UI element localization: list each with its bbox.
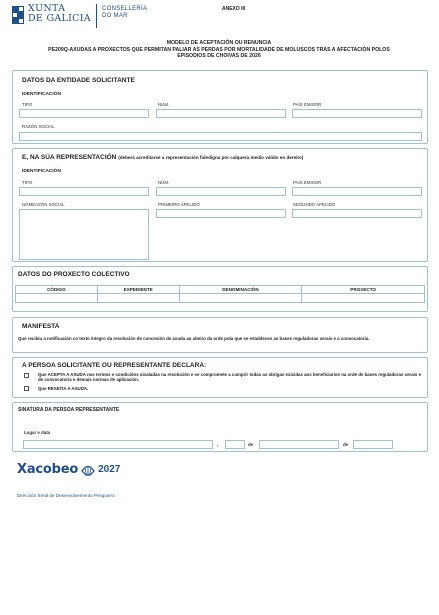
table-row [16, 294, 425, 303]
representacion-title-text: E, NA SÚA REPRESENTACIÓN [22, 154, 117, 161]
col-denominacion: DENOMINACIÓN [179, 286, 302, 294]
proxecto-header-row [16, 286, 425, 294]
logo-wordmark [28, 4, 91, 24]
lugar-input[interactable] [23, 440, 213, 449]
entidade-num-label: NÚM. [158, 102, 170, 107]
col-proxecto: PROXECTO [302, 286, 425, 294]
manifesta-text: Que recibiu a notificación co texto íntegro da resolución de concesión de axuda ao abeiro da orde pola que se establecen as bases reguladoras xerais e a convocatoria. [18, 336, 370, 341]
col-expediente: EXPEDIENTE [97, 286, 179, 294]
proxecto-table [15, 285, 425, 303]
de-label-2: de [343, 442, 349, 447]
proxecto-title: DATOS DO PROXECTO COLECTIVO [18, 271, 130, 278]
rep-tipo-input[interactable] [19, 187, 149, 196]
representacion-section [12, 148, 428, 262]
rep-nomeazon-label: NOMEAZÓN SOCIAL [22, 202, 65, 207]
accept-option-text: Que ACEPTA A AXUDA nos termos e condicións sinaladas na resolución e se compromete a cumprir todas as obrigas exixidas aos beneficiarios na orde de bases reguladoras xerais e de convocatoria e demais normas de aplicación. [38, 372, 422, 383]
annex-label: ANEXO III [222, 6, 246, 12]
entidade-razon-label: RAZÓN SOCIAL [22, 124, 55, 129]
rep-segundo-label: SEGUNDO APELIDO [293, 202, 336, 207]
year-input[interactable] [353, 440, 393, 449]
rep-num-input[interactable] [156, 187, 286, 196]
cell-denominacion-input[interactable] [179, 294, 302, 303]
entidade-identificacion: IDENTIFICACIÓN [22, 92, 61, 97]
cell-proxecto-input[interactable] [302, 294, 425, 303]
rep-primeiro-input[interactable] [156, 209, 286, 218]
manifesta-title: MANIFESTA [22, 323, 60, 330]
representacion-note: (deberá acreditarse a representación fidedigna por calquera medio válido en dereito) [118, 155, 304, 160]
scallop-shell-icon [81, 464, 95, 476]
logo-line2: DE GALICIA [28, 13, 91, 24]
rep-pais-label: PAÍS EMISOR [293, 180, 322, 185]
footer-text: Dirección Xeral de Desenvolvemento Pesqueiro [17, 493, 115, 498]
month-input[interactable] [259, 440, 339, 449]
consellaria-line1: CONSELLERÍA [101, 6, 148, 12]
rep-num-label: NÚM. [158, 180, 170, 185]
representacion-identificacion: IDENTIFICACIÓN [22, 169, 61, 174]
xacobeo-word: Xacobeo [17, 462, 79, 477]
sinatura-section [12, 402, 428, 452]
entidade-num-input[interactable] [156, 109, 286, 118]
rep-segundo-input[interactable] [292, 209, 422, 218]
title-line2: PE209Q-AXUDAS A PROXECTOS QUE PERMITAN PALIAR AS PERDAS POR MORTALIDADE DE MOLUSCOS TRAS A AFECTACIÓN POLOS [48, 46, 390, 53]
entidade-title: DATOS DA ENTIDADE SOLICITANTE [22, 77, 135, 84]
reject-option-text: Que REXEITA A AXUDA. [38, 386, 89, 391]
sinatura-title: SINATURA DA PERSOA REPRESENTANTE [18, 407, 120, 413]
xacobeo-logo [17, 462, 120, 477]
consellaria-name [102, 6, 147, 19]
rep-nomeazon-input[interactable] [19, 209, 149, 260]
day-input[interactable] [225, 440, 245, 449]
logo-line1: XUNTA [28, 3, 66, 14]
title-line3: EPISODIOS DE CHOIVAS DE 2026 [177, 53, 261, 59]
manifesta-section [12, 317, 428, 353]
rep-tipo-label: TIPO [22, 180, 33, 185]
galicia-flag-icon [12, 6, 24, 24]
entidade-section [12, 70, 428, 144]
cell-codigo-input[interactable] [16, 294, 98, 303]
declara-title: A PERSOA SOLICITANTE OU REPRESENTANTE DECLARA: [22, 362, 207, 369]
xunta-logo [12, 4, 147, 28]
declara-section [12, 357, 428, 398]
cell-expediente-input[interactable] [97, 294, 179, 303]
entidade-tipo-label: TIPO [22, 102, 33, 107]
title-line1: MODELO DE ACEPTACIÓN OU RENUNCIA [166, 40, 272, 46]
rep-primeiro-label: PRIMEIRO APELIDO [158, 202, 200, 207]
consellaria-line2: DO MAR [101, 12, 128, 19]
logo-separator [96, 4, 97, 28]
xacobeo-year: 2027 [98, 464, 121, 475]
representacion-title [22, 154, 303, 161]
entidade-razon-input[interactable] [19, 132, 422, 141]
lugar-data-label: Lugar e data [24, 430, 51, 435]
proxecto-section [12, 266, 428, 312]
document-title [14, 40, 424, 60]
accept-checkbox[interactable] [24, 373, 29, 378]
col-codigo: CÓDIGO [16, 286, 98, 294]
date-comma: , [217, 442, 219, 447]
entidade-pais-input[interactable] [292, 109, 422, 118]
reject-checkbox[interactable] [24, 386, 29, 391]
page-header [12, 4, 432, 30]
entidade-tipo-input[interactable] [19, 109, 149, 118]
rep-pais-input[interactable] [292, 187, 422, 196]
de-label-1: de [248, 442, 254, 447]
entidade-pais-label: PAÍS EMISOR [293, 102, 322, 107]
